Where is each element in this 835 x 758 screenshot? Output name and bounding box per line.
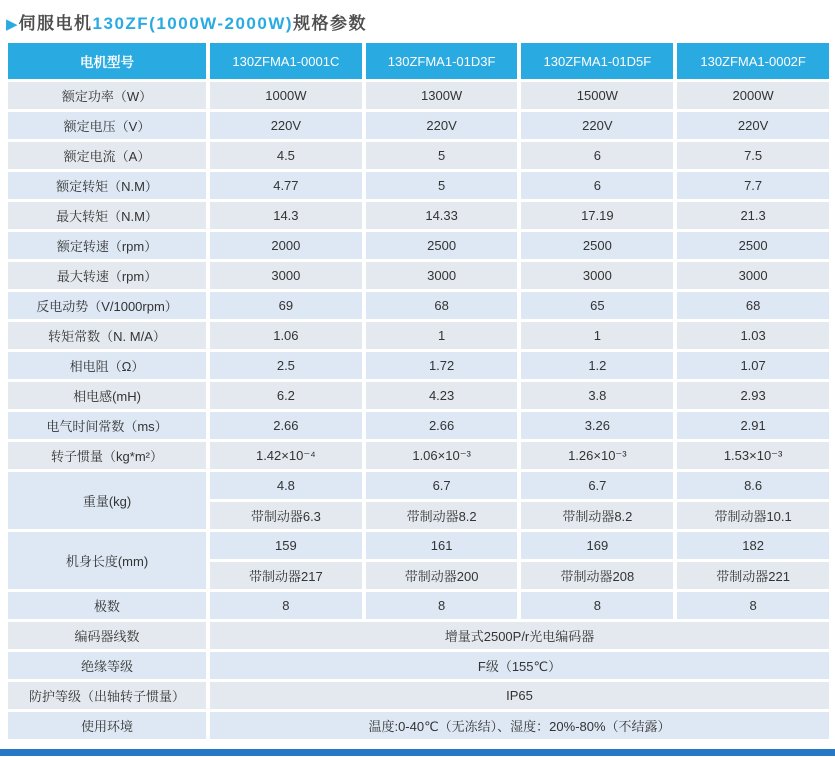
spec-table bbox=[4, 40, 833, 742]
cell-value-span: 温度:0-40℃（无冻结）、湿度：20%-80%（不结露） bbox=[210, 712, 829, 739]
cell-value: 带制动器217 bbox=[210, 562, 362, 589]
cell-value: 161 bbox=[366, 532, 518, 559]
cell-value: 带制动器6.3 bbox=[210, 502, 362, 529]
cell-value: 220V bbox=[677, 112, 829, 139]
cell-value: 68 bbox=[677, 292, 829, 319]
cell-value: 220V bbox=[521, 112, 673, 139]
cell-value: 8.6 bbox=[677, 472, 829, 499]
spec-table-head bbox=[8, 43, 829, 79]
table-row bbox=[8, 112, 829, 139]
cell-value: 1300W bbox=[366, 82, 518, 109]
cell-value: 1.72 bbox=[366, 352, 518, 379]
cell-value: 带制动器8.2 bbox=[366, 502, 518, 529]
cell-value: 8 bbox=[210, 592, 362, 619]
cell-value: 220V bbox=[366, 112, 518, 139]
row-label: 转矩常数（N. M/A） bbox=[8, 322, 206, 349]
cell-value: 8 bbox=[521, 592, 673, 619]
cell-value: 3000 bbox=[521, 262, 673, 289]
cell-value: 1.03 bbox=[677, 322, 829, 349]
cell-value: 2.93 bbox=[677, 382, 829, 409]
cell-value: 182 bbox=[677, 532, 829, 559]
cell-value: 4.8 bbox=[210, 472, 362, 499]
table-row bbox=[8, 592, 829, 619]
cell-value: 2500 bbox=[677, 232, 829, 259]
table-row bbox=[8, 532, 829, 559]
cell-value: 2.5 bbox=[210, 352, 362, 379]
table-row bbox=[8, 232, 829, 259]
row-label: 额定转速（rpm） bbox=[8, 232, 206, 259]
title-model-range: 130ZF(1000W-2000W) bbox=[92, 14, 294, 33]
table-row bbox=[8, 712, 829, 739]
cell-value: 14.3 bbox=[210, 202, 362, 229]
row-label: 相电感(mH) bbox=[8, 382, 206, 409]
cell-value: 2.66 bbox=[366, 412, 518, 439]
cell-value: 6.7 bbox=[366, 472, 518, 499]
row-label: 机身长度(mm) bbox=[8, 532, 206, 589]
row-label: 极数 bbox=[8, 592, 206, 619]
cell-value: 21.3 bbox=[677, 202, 829, 229]
cell-value: 5 bbox=[366, 172, 518, 199]
cell-value: 1500W bbox=[521, 82, 673, 109]
row-label: 额定电压（V） bbox=[8, 112, 206, 139]
cell-value: 6.7 bbox=[521, 472, 673, 499]
row-label: 使用环境 bbox=[8, 712, 206, 739]
cell-value: 7.5 bbox=[677, 142, 829, 169]
row-label: 转子惯量（kg*m²） bbox=[8, 442, 206, 469]
cell-value: 3000 bbox=[677, 262, 829, 289]
row-label: 绝缘等级 bbox=[8, 652, 206, 679]
row-label: 重量(kg) bbox=[8, 472, 206, 529]
cell-value: 2500 bbox=[366, 232, 518, 259]
table-row bbox=[8, 682, 829, 709]
header-motor-model: 电机型号 bbox=[8, 43, 206, 79]
row-label: 反电动势（V/1000rpm） bbox=[8, 292, 206, 319]
cell-value: 1 bbox=[521, 322, 673, 349]
cell-value: 1.06×10⁻³ bbox=[366, 442, 518, 469]
cell-value: 1.2 bbox=[521, 352, 673, 379]
cell-value-span: F级（155℃） bbox=[210, 652, 829, 679]
row-label: 防护等级（出轴转子惯量） bbox=[8, 682, 206, 709]
row-label: 额定功率（W） bbox=[8, 82, 206, 109]
cell-value: 1.53×10⁻³ bbox=[677, 442, 829, 469]
header-model-4: 130ZFMA1-0002F bbox=[677, 43, 829, 79]
cell-value: 3.8 bbox=[521, 382, 673, 409]
cell-value: 2000W bbox=[677, 82, 829, 109]
row-label: 电气时间常数（ms） bbox=[8, 412, 206, 439]
cell-value: 4.77 bbox=[210, 172, 362, 199]
cell-value: 1000W bbox=[210, 82, 362, 109]
cell-value: 68 bbox=[366, 292, 518, 319]
cell-value: 带制动器200 bbox=[366, 562, 518, 589]
cell-value-span: 增量式2500P/r光电编码器 bbox=[210, 622, 829, 649]
table-row bbox=[8, 382, 829, 409]
table-row bbox=[8, 82, 829, 109]
table-row bbox=[8, 472, 829, 499]
cell-value: 69 bbox=[210, 292, 362, 319]
triangle-bullet-icon: ▶ bbox=[6, 16, 18, 33]
cell-value: 1.06 bbox=[210, 322, 362, 349]
cell-value: 8 bbox=[366, 592, 518, 619]
cell-value: 1.42×10⁻⁴ bbox=[210, 442, 362, 469]
row-label: 额定电流（A） bbox=[8, 142, 206, 169]
header-model-1: 130ZFMA1-0001C bbox=[210, 43, 362, 79]
table-row bbox=[8, 442, 829, 469]
cell-value: 5 bbox=[366, 142, 518, 169]
header-row bbox=[8, 43, 829, 79]
table-row bbox=[8, 262, 829, 289]
row-label: 最大转速（rpm） bbox=[8, 262, 206, 289]
row-label: 相电阻（Ω） bbox=[8, 352, 206, 379]
cell-value: 2500 bbox=[521, 232, 673, 259]
row-label: 额定转矩（N.M） bbox=[8, 172, 206, 199]
table-row bbox=[8, 622, 829, 649]
cell-value: 2000 bbox=[210, 232, 362, 259]
table-row bbox=[8, 352, 829, 379]
cell-value: 17.19 bbox=[521, 202, 673, 229]
table-row bbox=[8, 172, 829, 199]
table-row bbox=[8, 652, 829, 679]
header-model-3: 130ZFMA1-01D5F bbox=[521, 43, 673, 79]
cell-value: 169 bbox=[521, 532, 673, 559]
cell-value: 带制动器8.2 bbox=[521, 502, 673, 529]
table-row bbox=[8, 322, 829, 349]
table-row bbox=[8, 202, 829, 229]
cell-value: 159 bbox=[210, 532, 362, 559]
cell-value: 3000 bbox=[210, 262, 362, 289]
spec-table-body bbox=[8, 82, 829, 739]
cell-value: 1.07 bbox=[677, 352, 829, 379]
cell-value: 6.2 bbox=[210, 382, 362, 409]
row-label: 编码器线数 bbox=[8, 622, 206, 649]
cell-value: 8 bbox=[677, 592, 829, 619]
cell-value: 带制动器208 bbox=[521, 562, 673, 589]
cell-value: 6 bbox=[521, 142, 673, 169]
cell-value: 220V bbox=[210, 112, 362, 139]
bottom-accent-bar bbox=[0, 749, 835, 756]
table-row bbox=[8, 292, 829, 319]
cell-value: 3.26 bbox=[521, 412, 673, 439]
cell-value: 4.5 bbox=[210, 142, 362, 169]
title-suffix: 规格参数 bbox=[293, 14, 368, 33]
table-row bbox=[8, 412, 829, 439]
row-label: 最大转矩（N.M） bbox=[8, 202, 206, 229]
cell-value: 14.33 bbox=[366, 202, 518, 229]
cell-value: 4.23 bbox=[366, 382, 518, 409]
cell-value: 65 bbox=[521, 292, 673, 319]
cell-value: 带制动器221 bbox=[677, 562, 829, 589]
cell-value: 6 bbox=[521, 172, 673, 199]
table-row bbox=[8, 142, 829, 169]
cell-value: 7.7 bbox=[677, 172, 829, 199]
cell-value: 3000 bbox=[366, 262, 518, 289]
cell-value: 1 bbox=[366, 322, 518, 349]
cell-value: 带制动器10.1 bbox=[677, 502, 829, 529]
cell-value: 2.66 bbox=[210, 412, 362, 439]
cell-value-span: IP65 bbox=[210, 682, 829, 709]
cell-value: 1.26×10⁻³ bbox=[521, 442, 673, 469]
title-prefix: 伺服电机 bbox=[18, 14, 93, 33]
header-model-2: 130ZFMA1-01D3F bbox=[366, 43, 518, 79]
page-title bbox=[6, 9, 835, 34]
cell-value: 2.91 bbox=[677, 412, 829, 439]
